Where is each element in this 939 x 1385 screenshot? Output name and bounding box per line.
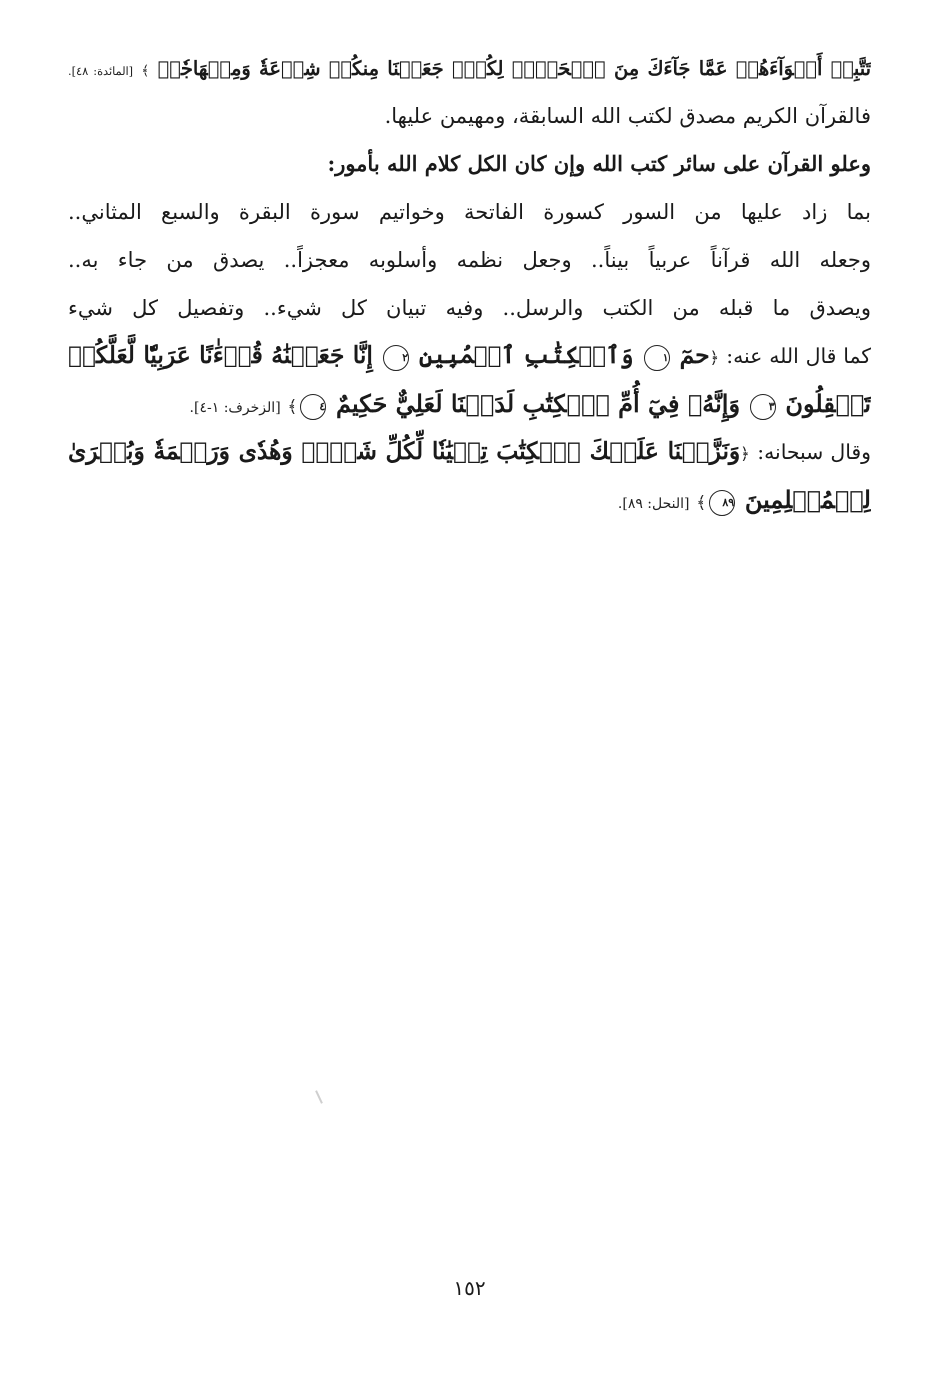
text-line-5: [68, 236, 871, 284]
quote-intro: كما قال الله عنه:: [726, 344, 871, 368]
paragraph-text: وجعله الله قرآناً عربياً بيناً.. وجعل نظمه وأسلوبه معجزاً.. يصدق من جاء به..: [68, 248, 871, 272]
quran-verse: إِنَّا جَعَلۡنَٰهُ قُرۡءَٰنًا عَرَبِيّٗا لَّعَلَّكُمۡ: [68, 342, 373, 369]
page-number: ١٥٢: [453, 1276, 486, 1300]
quran-verse: وَإِنَّهُۥ فِيٓ أُمِّ ٱلۡكِتَٰبِ لَدَيۡنَا لَعَلِيٌّ حَكِيمٌ: [336, 389, 741, 418]
quran-verse: تَتَّبِعۡ أَهۡوَآءَهُمۡ عَمَّا جَآءَكَ مِنَ ٱلۡحَقِّۚ لِكُلّٖ جَعَلۡنَا مِنكُمۡ شِرۡعَةٗ وَمِنۡهَاجٗاۚ: [157, 57, 871, 80]
quran-verse: حمٓ: [679, 342, 710, 369]
scan-artifact: [315, 1090, 323, 1104]
ayah-number-marker: ٨٩: [709, 490, 735, 516]
ayah-number-marker: ٢: [383, 345, 409, 371]
verse-reference: [الزخرف: ١-٤].: [189, 400, 281, 416]
paragraph-text: فالقرآن الكريم مصدق لكتب الله السابقة، ومهيمن عليها.: [384, 104, 871, 128]
verse-reference: [المائدة: ٤٨].: [68, 65, 134, 78]
verse-close-ornament-icon: ﴾: [287, 397, 298, 417]
ayah-number-marker: ٤: [300, 394, 326, 420]
text-line-10: [68, 476, 871, 524]
quran-verse: وَٱلۡكِتَٰبِ ٱلۡمُبِينِ: [419, 342, 634, 369]
page-body: [68, 44, 871, 524]
text-line-3: [68, 140, 871, 188]
ayah-number-marker: ١: [644, 345, 670, 371]
verse-open-ornament-icon: ﴿: [709, 348, 720, 367]
paragraph-text: بما زاد عليها من السور كسورة الفاتحة وخواتيم سورة البقرة والسبع المثاني..: [68, 200, 871, 224]
section-heading: وعلو القرآن على سائر كتب الله وإن كان الكل كلام الله بأمور:: [327, 151, 871, 176]
paragraph-text: ويصدق ما قبله من الكتب والرسل.. وفيه تبيان كل شيء.. وتفصيل كل شيء: [68, 296, 871, 320]
text-line-4: [68, 188, 871, 236]
text-line-9: [68, 428, 871, 476]
verse-close-ornament-icon: ﴾: [141, 63, 150, 79]
text-line-6: [68, 284, 871, 332]
verse-open-ornament-icon: ﴿: [740, 444, 750, 463]
quran-verse: تَعۡقِلُونَ: [785, 389, 871, 418]
text-line-1: [68, 44, 871, 92]
verse-close-ornament-icon: ﴾: [696, 493, 707, 513]
text-line-8: [68, 380, 871, 428]
quran-verse: وَنَزَّلۡنَا عَلَيۡكَ ٱلۡكِتَٰبَ تِبۡيَٰنٗا لِّكُلِّ شَيۡءٖ وَهُدٗى وَرَحۡمَةٗ وَبُشۡرَىٰ: [68, 438, 741, 465]
quran-verse: لِلۡمُسۡلِمِينَ: [744, 485, 871, 514]
text-line-2: [68, 92, 871, 140]
verse-reference: [النحل: ٨٩].: [617, 496, 690, 512]
ayah-number-marker: ٣: [750, 394, 776, 420]
text-line-7: [68, 332, 871, 380]
quote-intro: وقال سبحانه:: [757, 440, 871, 464]
